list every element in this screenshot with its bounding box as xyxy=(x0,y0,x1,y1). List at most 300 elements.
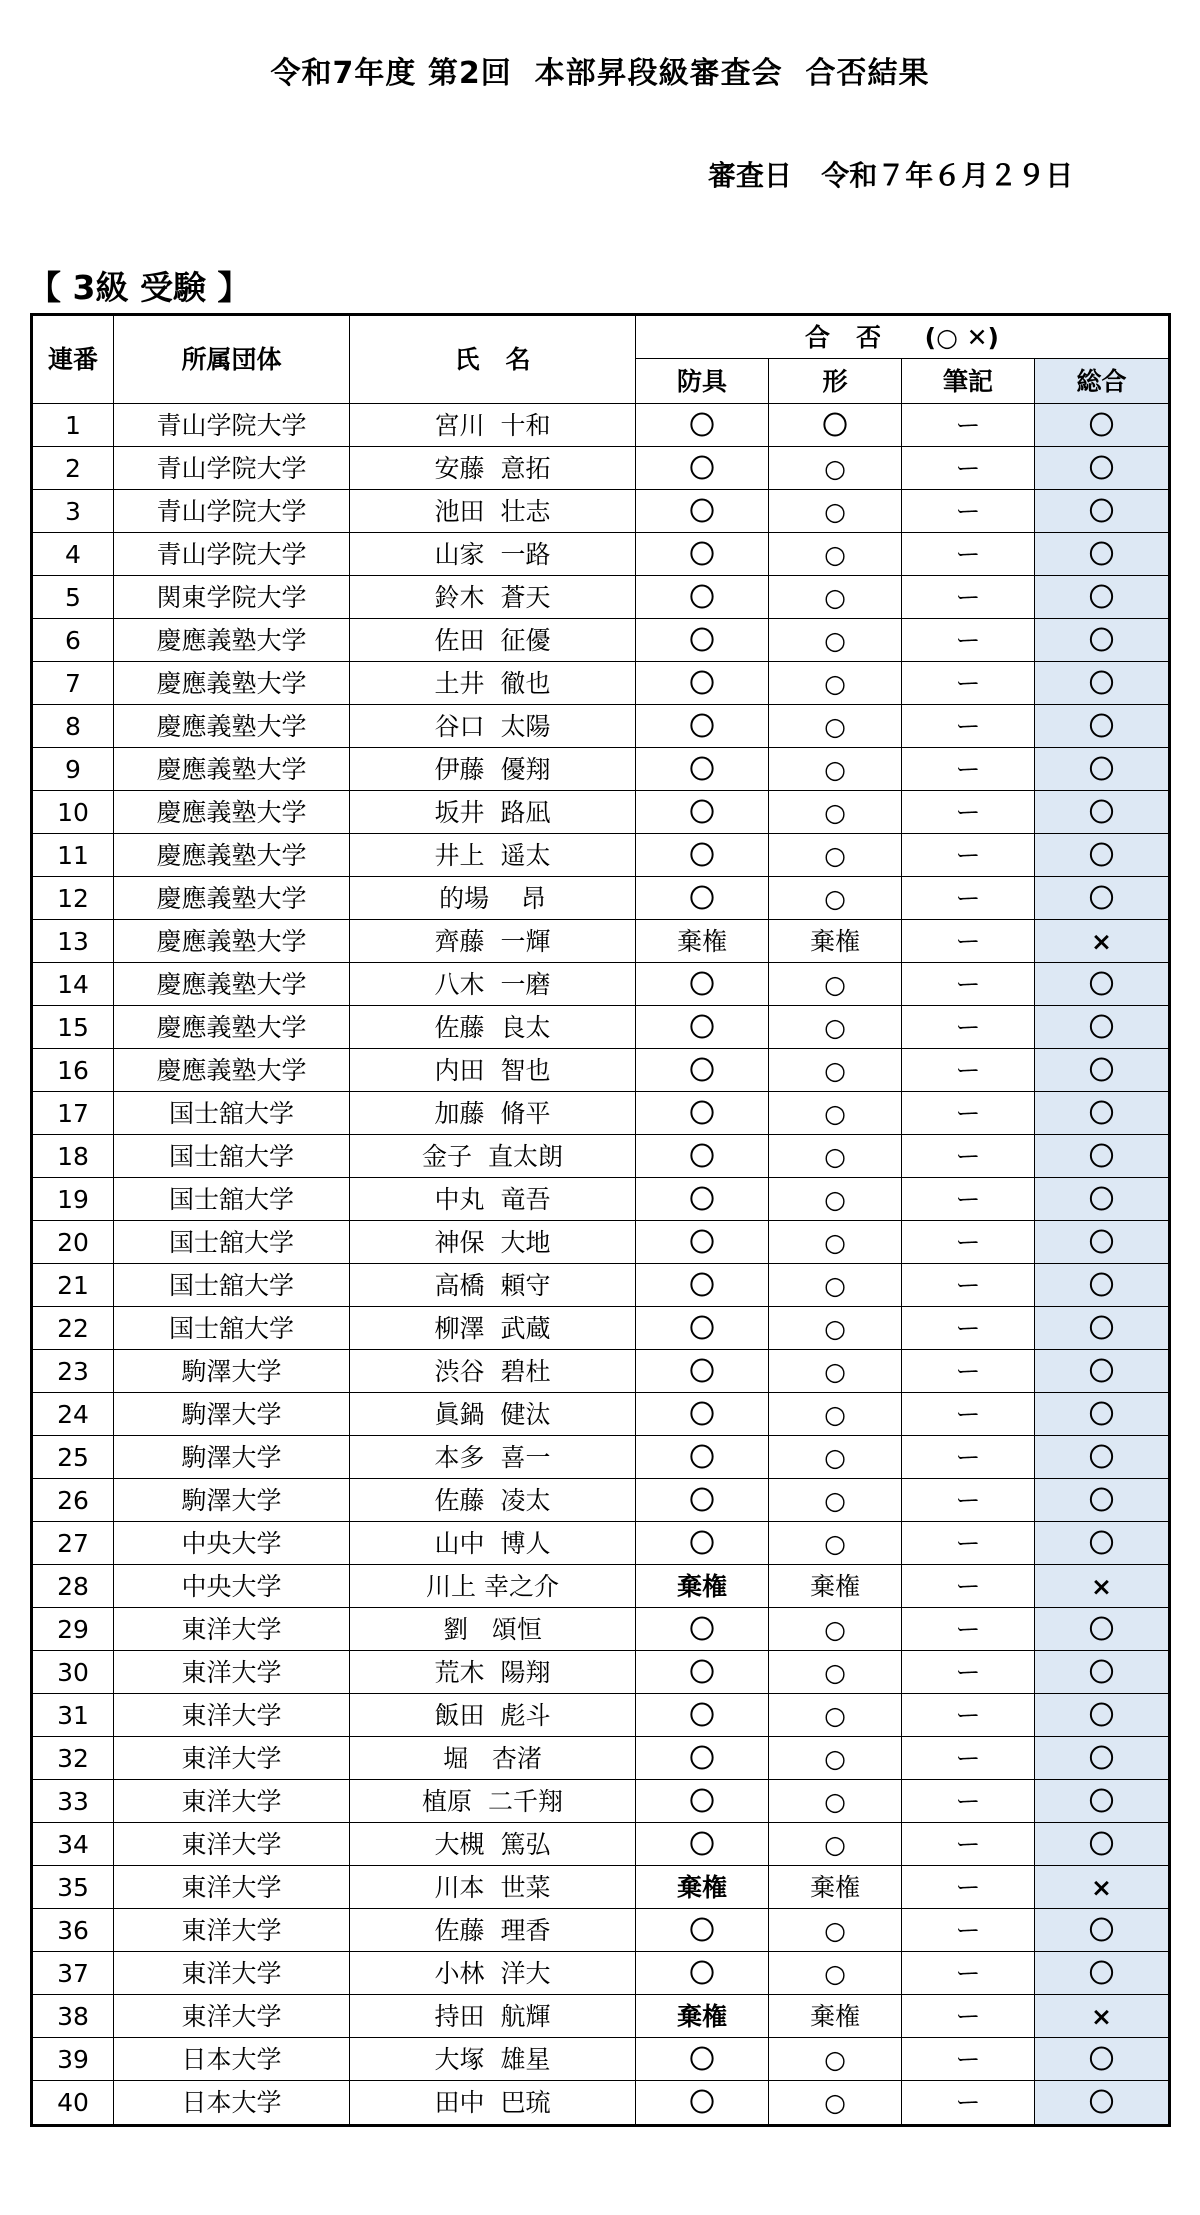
kata-result-cell: 〇 xyxy=(769,404,902,447)
team-cell: 東洋大学 xyxy=(114,1995,350,2038)
name-cell: 谷口 太陽 xyxy=(350,705,636,748)
sogo-result-cell: 〇 xyxy=(1035,877,1170,920)
hikki-result-cell: ー xyxy=(902,1221,1035,1264)
team-cell: 東洋大学 xyxy=(114,1909,350,1952)
sogo-result-cell: 〇 xyxy=(1035,1393,1170,1436)
kata-result-cell: ○ xyxy=(769,834,902,877)
seq-cell: 36 xyxy=(32,1909,114,1952)
seq-cell: 37 xyxy=(32,1952,114,1995)
sogo-result-cell: 〇 xyxy=(1035,1780,1170,1823)
bogu-result-cell: 〇 xyxy=(636,1178,769,1221)
name-cell: 堀 杏渚 xyxy=(350,1737,636,1780)
sogo-result-cell: 〇 xyxy=(1035,619,1170,662)
bogu-result-cell: 〇 xyxy=(636,1264,769,1307)
kata-result-cell: ○ xyxy=(769,619,902,662)
kata-result-cell: ○ xyxy=(769,1952,902,1995)
table-row xyxy=(32,1479,1170,1522)
header-row-1 xyxy=(32,315,1170,359)
kata-result-cell: ○ xyxy=(769,1608,902,1651)
hikki-result-cell: ー xyxy=(902,1694,1035,1737)
team-cell: 国士舘大学 xyxy=(114,1092,350,1135)
kata-result-cell: ○ xyxy=(769,748,902,791)
seq-cell: 2 xyxy=(32,447,114,490)
header-team: 所属団体 xyxy=(114,315,350,404)
table-row xyxy=(32,1006,1170,1049)
bogu-result-cell: 〇 xyxy=(636,533,769,576)
bogu-result-cell: 〇 xyxy=(636,1522,769,1565)
header-name: 氏 名 xyxy=(350,315,636,404)
seq-cell: 21 xyxy=(32,1264,114,1307)
kata-result-cell: ○ xyxy=(769,1307,902,1350)
name-cell: 高橋 頼守 xyxy=(350,1264,636,1307)
team-cell: 慶應義塾大学 xyxy=(114,662,350,705)
table-row xyxy=(32,619,1170,662)
kata-result-cell: ○ xyxy=(769,1350,902,1393)
kata-result-cell: ○ xyxy=(769,1479,902,1522)
hikki-result-cell: ー xyxy=(902,1608,1035,1651)
table-row xyxy=(32,1393,1170,1436)
name-cell: 安藤 意拓 xyxy=(350,447,636,490)
bogu-result-cell: 〇 xyxy=(636,1780,769,1823)
bogu-result-cell: 〇 xyxy=(636,1651,769,1694)
name-cell: 池田 壮志 xyxy=(350,490,636,533)
kata-result-cell: ○ xyxy=(769,1651,902,1694)
team-cell: 国士舘大学 xyxy=(114,1221,350,1264)
team-cell: 駒澤大学 xyxy=(114,1350,350,1393)
team-cell: 慶應義塾大学 xyxy=(114,791,350,834)
sogo-result-cell: × xyxy=(1035,1565,1170,1608)
sogo-result-cell: 〇 xyxy=(1035,1092,1170,1135)
table-row xyxy=(32,834,1170,877)
team-cell: 慶應義塾大学 xyxy=(114,963,350,1006)
sogo-result-cell: 〇 xyxy=(1035,1909,1170,1952)
seq-cell: 12 xyxy=(32,877,114,920)
header-hikki: 筆記 xyxy=(902,359,1035,404)
sogo-result-cell: 〇 xyxy=(1035,1952,1170,1995)
section-label: 【 3級 受験 】 xyxy=(28,268,251,307)
hikki-result-cell: ー xyxy=(902,1909,1035,1952)
table-row xyxy=(32,877,1170,920)
table-row xyxy=(32,447,1170,490)
hikki-result-cell: ー xyxy=(902,1436,1035,1479)
sogo-result-cell: 〇 xyxy=(1035,1006,1170,1049)
hikki-result-cell: ー xyxy=(902,920,1035,963)
sogo-result-cell: 〇 xyxy=(1035,2038,1170,2081)
hikki-result-cell: ー xyxy=(902,1350,1035,1393)
kata-result-cell: 棄権 xyxy=(769,1565,902,1608)
sogo-result-cell: 〇 xyxy=(1035,1178,1170,1221)
kata-result-cell: ○ xyxy=(769,705,902,748)
sogo-result-cell: 〇 xyxy=(1035,1264,1170,1307)
team-cell: 青山学院大学 xyxy=(114,447,350,490)
table-row xyxy=(32,1651,1170,1694)
hikki-result-cell: ー xyxy=(902,447,1035,490)
name-cell: 佐田 征優 xyxy=(350,619,636,662)
bogu-result-cell: 〇 xyxy=(636,619,769,662)
kata-result-cell: ○ xyxy=(769,1393,902,1436)
kata-result-cell: ○ xyxy=(769,1135,902,1178)
hikki-result-cell: ー xyxy=(902,963,1035,1006)
name-cell: 持田 航輝 xyxy=(350,1995,636,2038)
sogo-result-cell: 〇 xyxy=(1035,1823,1170,1866)
hikki-result-cell: ー xyxy=(902,1049,1035,1092)
kata-result-cell: ○ xyxy=(769,576,902,619)
table-row xyxy=(32,1952,1170,1995)
kata-result-cell: ○ xyxy=(769,1436,902,1479)
name-cell: 加藤 脩平 xyxy=(350,1092,636,1135)
name-cell: 的場 昂 xyxy=(350,877,636,920)
team-cell: 慶應義塾大学 xyxy=(114,877,350,920)
team-cell: 慶應義塾大学 xyxy=(114,920,350,963)
sogo-result-cell: 〇 xyxy=(1035,2081,1170,2126)
table-row xyxy=(32,1737,1170,1780)
team-cell: 東洋大学 xyxy=(114,1780,350,1823)
kata-result-cell: ○ xyxy=(769,2081,902,2126)
team-cell: 慶應義塾大学 xyxy=(114,1049,350,1092)
kata-result-cell: ○ xyxy=(769,1221,902,1264)
table-row xyxy=(32,1436,1170,1479)
table-row xyxy=(32,2081,1170,2126)
table-row xyxy=(32,1178,1170,1221)
bogu-result-cell: 〇 xyxy=(636,662,769,705)
sogo-result-cell: 〇 xyxy=(1035,705,1170,748)
team-cell: 日本大学 xyxy=(114,2038,350,2081)
hikki-result-cell: ー xyxy=(902,1952,1035,1995)
document-title: 令和7年度 第2回 本部昇段級審査会 合否結果 xyxy=(270,56,930,91)
kata-result-cell: ○ xyxy=(769,963,902,1006)
kata-result-cell: 棄権 xyxy=(769,1995,902,2038)
seq-cell: 10 xyxy=(32,791,114,834)
team-cell: 慶應義塾大学 xyxy=(114,705,350,748)
seq-cell: 1 xyxy=(32,404,114,447)
table-row xyxy=(32,1608,1170,1651)
kata-result-cell: 棄権 xyxy=(769,1866,902,1909)
table-row xyxy=(32,404,1170,447)
seq-cell: 32 xyxy=(32,1737,114,1780)
sogo-result-cell: 〇 xyxy=(1035,1608,1170,1651)
sogo-result-cell: 〇 xyxy=(1035,963,1170,1006)
sogo-result-cell: 〇 xyxy=(1035,662,1170,705)
kata-result-cell: ○ xyxy=(769,1006,902,1049)
table-row xyxy=(32,1264,1170,1307)
sogo-result-cell: 〇 xyxy=(1035,576,1170,619)
name-cell: 本多 喜一 xyxy=(350,1436,636,1479)
sogo-result-cell: 〇 xyxy=(1035,1049,1170,1092)
hikki-result-cell: ー xyxy=(902,1479,1035,1522)
sogo-result-cell: 〇 xyxy=(1035,1479,1170,1522)
name-cell: 宮川 十和 xyxy=(350,404,636,447)
team-cell: 東洋大学 xyxy=(114,1694,350,1737)
name-cell: 田中 巴琉 xyxy=(350,2081,636,2126)
sogo-result-cell: 〇 xyxy=(1035,834,1170,877)
table-row xyxy=(32,748,1170,791)
name-cell: 眞鍋 健汰 xyxy=(350,1393,636,1436)
name-cell: 植原 二千翔 xyxy=(350,1780,636,1823)
bogu-result-cell: 〇 xyxy=(636,1006,769,1049)
hikki-result-cell: ー xyxy=(902,1006,1035,1049)
seq-cell: 14 xyxy=(32,963,114,1006)
team-cell: 青山学院大学 xyxy=(114,404,350,447)
table-row xyxy=(32,791,1170,834)
hikki-result-cell: ー xyxy=(902,1178,1035,1221)
bogu-result-cell: 棄権 xyxy=(636,920,769,963)
bogu-result-cell: 〇 xyxy=(636,705,769,748)
kata-result-cell: 棄権 xyxy=(769,920,902,963)
sogo-result-cell: 〇 xyxy=(1035,791,1170,834)
hikki-result-cell: ー xyxy=(902,533,1035,576)
name-cell: 内田 智也 xyxy=(350,1049,636,1092)
hikki-result-cell: ー xyxy=(902,1651,1035,1694)
header-seq: 連番 xyxy=(32,315,114,404)
sogo-result-cell: 〇 xyxy=(1035,1694,1170,1737)
name-cell: 齊藤 一輝 xyxy=(350,920,636,963)
table-row xyxy=(32,1694,1170,1737)
table-row xyxy=(32,576,1170,619)
name-cell: 中丸 竜吾 xyxy=(350,1178,636,1221)
team-cell: 国士舘大学 xyxy=(114,1264,350,1307)
name-cell: 八木 一磨 xyxy=(350,963,636,1006)
seq-cell: 34 xyxy=(32,1823,114,1866)
seq-cell: 30 xyxy=(32,1651,114,1694)
name-cell: 山中 博人 xyxy=(350,1522,636,1565)
hikki-result-cell: ー xyxy=(902,2081,1035,2126)
hikki-result-cell: ー xyxy=(902,404,1035,447)
kata-result-cell: ○ xyxy=(769,1737,902,1780)
team-cell: 東洋大学 xyxy=(114,1866,350,1909)
results-table xyxy=(30,313,1171,2127)
bogu-result-cell: 〇 xyxy=(636,963,769,1006)
table-row xyxy=(32,533,1170,576)
seq-cell: 28 xyxy=(32,1565,114,1608)
name-cell: 柳澤 武蔵 xyxy=(350,1307,636,1350)
bogu-result-cell: 〇 xyxy=(636,2081,769,2126)
hikki-result-cell: ー xyxy=(902,1565,1035,1608)
table-row xyxy=(32,490,1170,533)
kata-result-cell: ○ xyxy=(769,2038,902,2081)
seq-cell: 3 xyxy=(32,490,114,533)
team-cell: 慶應義塾大学 xyxy=(114,1006,350,1049)
hikki-result-cell: ー xyxy=(902,1264,1035,1307)
kata-result-cell: ○ xyxy=(769,1049,902,1092)
name-cell: 土井 徹也 xyxy=(350,662,636,705)
name-cell: 佐藤 凌太 xyxy=(350,1479,636,1522)
team-cell: 中央大学 xyxy=(114,1565,350,1608)
kata-result-cell: ○ xyxy=(769,877,902,920)
sogo-result-cell: 〇 xyxy=(1035,490,1170,533)
table-row xyxy=(32,1866,1170,1909)
name-cell: 伊藤 優翔 xyxy=(350,748,636,791)
kata-result-cell: ○ xyxy=(769,1694,902,1737)
seq-cell: 5 xyxy=(32,576,114,619)
seq-cell: 38 xyxy=(32,1995,114,2038)
seq-cell: 24 xyxy=(32,1393,114,1436)
bogu-result-cell: 〇 xyxy=(636,576,769,619)
name-cell: 渋谷 碧杜 xyxy=(350,1350,636,1393)
hikki-result-cell: ー xyxy=(902,576,1035,619)
bogu-result-cell: 〇 xyxy=(636,447,769,490)
name-cell: 川本 世菜 xyxy=(350,1866,636,1909)
seq-cell: 26 xyxy=(32,1479,114,1522)
table-row xyxy=(32,1307,1170,1350)
bogu-result-cell: 〇 xyxy=(636,1608,769,1651)
name-cell: 金子 直太朗 xyxy=(350,1135,636,1178)
bogu-result-cell: 〇 xyxy=(636,1952,769,1995)
hikki-result-cell: ー xyxy=(902,877,1035,920)
name-cell: 鈴木 蒼天 xyxy=(350,576,636,619)
bogu-result-cell: 〇 xyxy=(636,1049,769,1092)
bogu-result-cell: 〇 xyxy=(636,1092,769,1135)
bogu-result-cell: 棄権 xyxy=(636,1995,769,2038)
sogo-result-cell: 〇 xyxy=(1035,1350,1170,1393)
bogu-result-cell: 〇 xyxy=(636,1737,769,1780)
seq-cell: 25 xyxy=(32,1436,114,1479)
seq-cell: 15 xyxy=(32,1006,114,1049)
table-row xyxy=(32,1995,1170,2038)
kata-result-cell: ○ xyxy=(769,791,902,834)
team-cell: 東洋大学 xyxy=(114,1737,350,1780)
hikki-result-cell: ー xyxy=(902,2038,1035,2081)
kata-result-cell: ○ xyxy=(769,1780,902,1823)
sogo-result-cell: × xyxy=(1035,1995,1170,2038)
seq-cell: 7 xyxy=(32,662,114,705)
table-row xyxy=(32,1221,1170,1264)
sogo-result-cell: 〇 xyxy=(1035,404,1170,447)
bogu-result-cell: 〇 xyxy=(636,404,769,447)
bogu-result-cell: 〇 xyxy=(636,791,769,834)
name-cell: 飯田 彪斗 xyxy=(350,1694,636,1737)
team-cell: 慶應義塾大学 xyxy=(114,834,350,877)
name-cell: 荒木 陽翔 xyxy=(350,1651,636,1694)
hikki-result-cell: ー xyxy=(902,1823,1035,1866)
team-cell: 東洋大学 xyxy=(114,1952,350,1995)
seq-cell: 9 xyxy=(32,748,114,791)
team-cell: 駒澤大学 xyxy=(114,1436,350,1479)
team-cell: 東洋大学 xyxy=(114,1651,350,1694)
hikki-result-cell: ー xyxy=(902,791,1035,834)
name-cell: 坂井 路凪 xyxy=(350,791,636,834)
team-cell: 慶應義塾大学 xyxy=(114,748,350,791)
seq-cell: 17 xyxy=(32,1092,114,1135)
bogu-result-cell: 〇 xyxy=(636,490,769,533)
team-cell: 東洋大学 xyxy=(114,1823,350,1866)
table-row xyxy=(32,2038,1170,2081)
bogu-result-cell: 棄権 xyxy=(636,1565,769,1608)
kata-result-cell: ○ xyxy=(769,1264,902,1307)
seq-cell: 13 xyxy=(32,920,114,963)
hikki-result-cell: ー xyxy=(902,490,1035,533)
kata-result-cell: ○ xyxy=(769,1909,902,1952)
kata-result-cell: ○ xyxy=(769,490,902,533)
hikki-result-cell: ー xyxy=(902,1393,1035,1436)
bogu-result-cell: 〇 xyxy=(636,1307,769,1350)
sogo-result-cell: 〇 xyxy=(1035,1135,1170,1178)
hikki-result-cell: ー xyxy=(902,1135,1035,1178)
name-cell: 井上 遥太 xyxy=(350,834,636,877)
bogu-result-cell: 〇 xyxy=(636,1436,769,1479)
seq-cell: 19 xyxy=(32,1178,114,1221)
sogo-result-cell: 〇 xyxy=(1035,533,1170,576)
sogo-result-cell: 〇 xyxy=(1035,1651,1170,1694)
seq-cell: 11 xyxy=(32,834,114,877)
team-cell: 東洋大学 xyxy=(114,1608,350,1651)
team-cell: 国士舘大学 xyxy=(114,1307,350,1350)
hikki-result-cell: ー xyxy=(902,1737,1035,1780)
team-cell: 青山学院大学 xyxy=(114,490,350,533)
hikki-result-cell: ー xyxy=(902,1307,1035,1350)
header-result-group: 合 否 (○ ✕) xyxy=(636,315,1170,359)
hikki-result-cell: ー xyxy=(902,1522,1035,1565)
table-row xyxy=(32,1092,1170,1135)
hikki-result-cell: ー xyxy=(902,705,1035,748)
kata-result-cell: ○ xyxy=(769,1178,902,1221)
table-row xyxy=(32,1823,1170,1866)
header-bogu: 防具 xyxy=(636,359,769,404)
hikki-result-cell: ー xyxy=(902,748,1035,791)
team-cell: 慶應義塾大学 xyxy=(114,619,350,662)
kata-result-cell: ○ xyxy=(769,1092,902,1135)
table-row xyxy=(32,963,1170,1006)
bogu-result-cell: 〇 xyxy=(636,1350,769,1393)
table-row xyxy=(32,662,1170,705)
exam-date: 審査日 令和７年６月２９日 xyxy=(708,159,1074,192)
bogu-result-cell: 〇 xyxy=(636,1823,769,1866)
bogu-result-cell: 〇 xyxy=(636,748,769,791)
hikki-result-cell: ー xyxy=(902,1995,1035,2038)
hikki-result-cell: ー xyxy=(902,662,1035,705)
seq-cell: 33 xyxy=(32,1780,114,1823)
hikki-result-cell: ー xyxy=(902,619,1035,662)
table-row xyxy=(32,1780,1170,1823)
team-cell: 中央大学 xyxy=(114,1522,350,1565)
name-cell: 川上 幸之介 xyxy=(350,1565,636,1608)
table-row xyxy=(32,1522,1170,1565)
seq-cell: 20 xyxy=(32,1221,114,1264)
team-cell: 青山学院大学 xyxy=(114,533,350,576)
hikki-result-cell: ー xyxy=(902,1866,1035,1909)
seq-cell: 6 xyxy=(32,619,114,662)
bogu-result-cell: 〇 xyxy=(636,1479,769,1522)
seq-cell: 22 xyxy=(32,1307,114,1350)
team-cell: 関東学院大学 xyxy=(114,576,350,619)
team-cell: 駒澤大学 xyxy=(114,1479,350,1522)
kata-result-cell: ○ xyxy=(769,1522,902,1565)
name-cell: 山家 一路 xyxy=(350,533,636,576)
team-cell: 国士舘大学 xyxy=(114,1178,350,1221)
seq-cell: 40 xyxy=(32,2081,114,2126)
sogo-result-cell: 〇 xyxy=(1035,1221,1170,1264)
name-cell: 大塚 雄星 xyxy=(350,2038,636,2081)
name-cell: 小林 洋大 xyxy=(350,1952,636,1995)
header-kata: 形 xyxy=(769,359,902,404)
hikki-result-cell: ー xyxy=(902,1092,1035,1135)
kata-result-cell: ○ xyxy=(769,1823,902,1866)
kata-result-cell: ○ xyxy=(769,662,902,705)
table-row xyxy=(32,1350,1170,1393)
bogu-result-cell: 〇 xyxy=(636,1135,769,1178)
sogo-result-cell: 〇 xyxy=(1035,447,1170,490)
table-row xyxy=(32,1049,1170,1092)
sogo-result-cell: 〇 xyxy=(1035,1307,1170,1350)
seq-cell: 39 xyxy=(32,2038,114,2081)
bogu-result-cell: 〇 xyxy=(636,1694,769,1737)
kata-result-cell: ○ xyxy=(769,447,902,490)
seq-cell: 18 xyxy=(32,1135,114,1178)
header-sogo: 総合 xyxy=(1035,359,1170,404)
bogu-result-cell: 棄権 xyxy=(636,1866,769,1909)
bogu-result-cell: 〇 xyxy=(636,2038,769,2081)
name-cell: 大槻 篤弘 xyxy=(350,1823,636,1866)
seq-cell: 23 xyxy=(32,1350,114,1393)
